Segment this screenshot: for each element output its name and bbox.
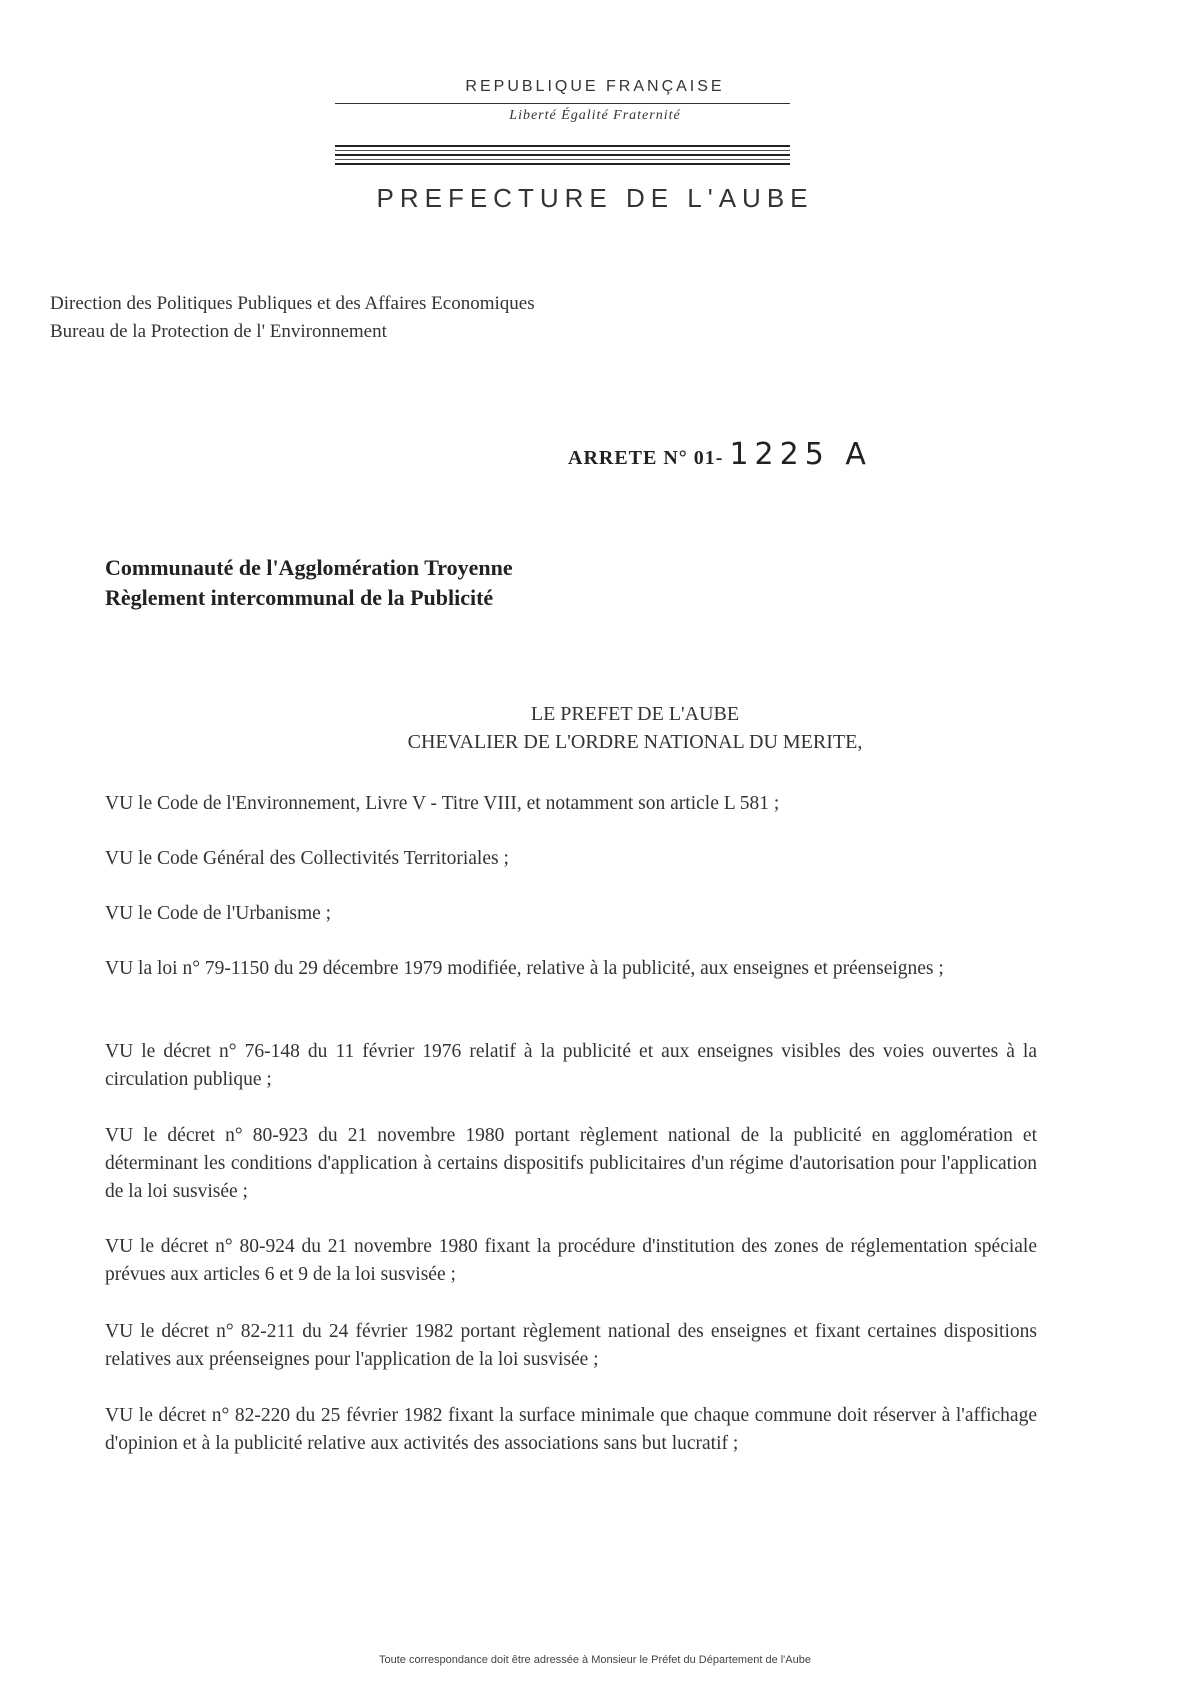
subject-line-1: Communauté de l'Agglomération Troyenne	[105, 555, 513, 580]
service-direction: Direction des Politiques Publiques et des Affaires Economiques	[50, 293, 535, 314]
visa-2: VU le Code Général des Collectivités Territoriales ;	[105, 848, 509, 869]
prefet-line-2: CHEVALIER DE L'ORDRE NATIONAL DU MERITE,	[407, 731, 863, 753]
header-rule	[335, 103, 790, 104]
prefet-title	[330, 700, 940, 756]
arrete-handwritten-number: 1225 A	[729, 437, 872, 472]
visa-7: VU le décret n° 80-924 du 21 novembre 1980 fixant la procédure d'institution des zones de réglementation spéciale prévues aux articles 6 et 9 de la loi susvisée ;	[105, 1236, 1037, 1285]
visa-1: VU le Code de l'Environnement, Livre V - Titre VIII, et notamment son article L 581 ;	[105, 793, 780, 814]
visa-4: VU la loi n° 79-1150 du 29 décembre 1979 modifiée, relative à la publicité, aux enseignes et préenseignes ;	[105, 958, 944, 979]
prefecture-heading: PREFECTURE DE L'AUBE	[376, 183, 814, 213]
header-bars	[335, 145, 790, 168]
arrete-label: ARRETE N° 01-	[568, 447, 724, 469]
visa-8: VU le décret n° 82-211 du 24 février 1982 portant règlement national des enseignes et fixant certaines dispositions relatives aux préenseignes pour l'application de la loi susvisée ;	[105, 1321, 1037, 1370]
subject	[105, 553, 513, 613]
visa-5: VU le décret n° 76-148 du 11 février 1976 relatif à la publicité et aux enseignes visibles des voies ouvertes à la circulation publique ;	[105, 1041, 1037, 1090]
visa-3: VU le Code de l'Urbanisme ;	[105, 903, 332, 924]
visa-6: VU le décret n° 80-923 du 21 novembre 1980 portant règlement national de la publicité en agglomération et déterminant les conditions d'application à certains dispositifs publicitaires d'un régime d'autorisation pour l'application de la loi susvisée ;	[105, 1125, 1037, 1202]
prefet-line-1: LE PREFET DE L'AUBE	[530, 703, 740, 725]
visa-9: VU le décret n° 82-220 du 25 février 1982 fixant la surface minimale que chaque commune doit réserver à l'affichage d'opinion et à la publicité relative aux activités des associations sans but lucratif ;	[105, 1405, 1037, 1454]
service-bureau: Bureau de la Protection de l' Environnement	[50, 321, 387, 342]
subject-line-2: Règlement intercommunal de la Publicité	[105, 585, 494, 610]
arrete-number	[568, 437, 872, 472]
motto: Liberté Égalité Fraternité	[509, 108, 681, 123]
footer-note: Toute correspondance doit être adressée à Monsieur le Préfet du Département de l'Aube	[379, 1654, 811, 1666]
republic-heading: REPUBLIQUE FRANÇAISE	[465, 78, 725, 95]
